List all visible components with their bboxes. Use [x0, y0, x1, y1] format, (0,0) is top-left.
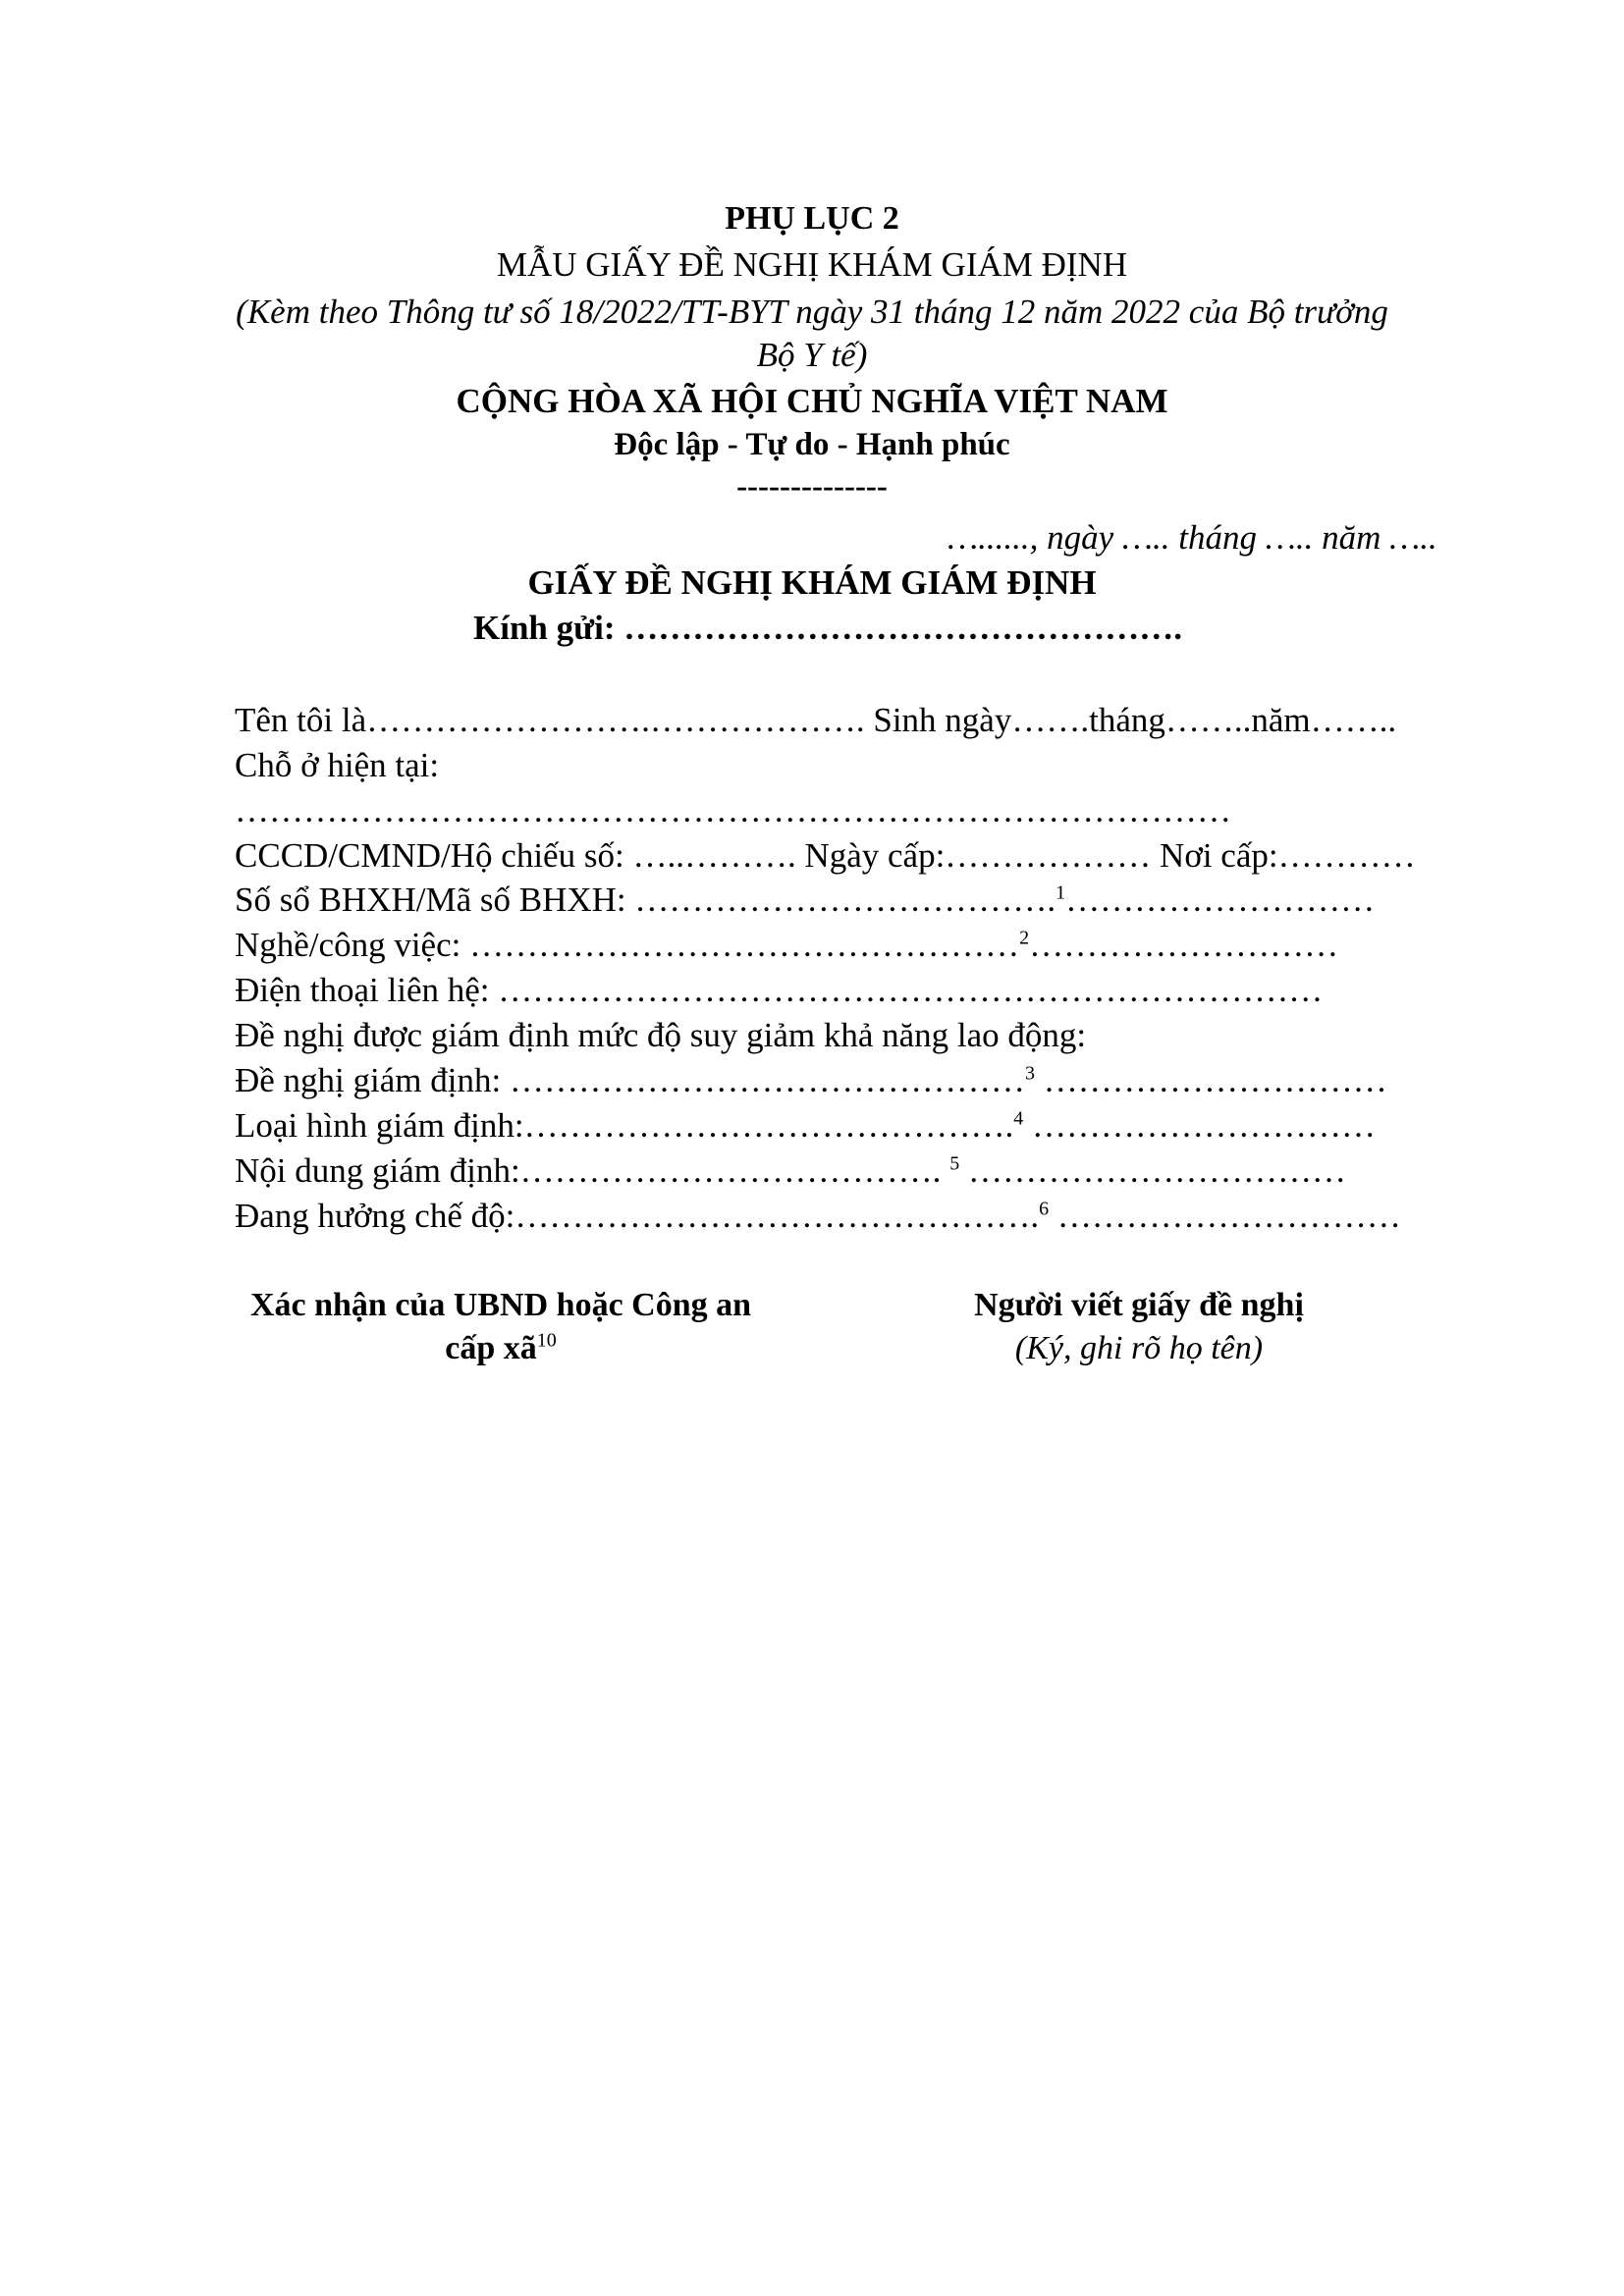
right-signature-title: Người viết giấy đề nghị [974, 1287, 1304, 1323]
field-tail: ………………………… [1049, 1197, 1401, 1235]
right-signature-block [864, 1287, 1414, 1367]
field-assessment-request [235, 1061, 1387, 1100]
field-text: Đang hưởng chế độ:………………………………………. [235, 1197, 1040, 1235]
field-text: Nghề/công việc: ………………………………………… [235, 926, 1020, 964]
field-text: Đề nghị giám định: ……………………………………… [235, 1061, 1025, 1099]
field-name-birthdate [235, 701, 1396, 740]
field-occupation [235, 926, 1338, 965]
field-phone [235, 971, 1323, 1010]
separator: -------------- [736, 469, 888, 505]
left-signature-line-1: Xác nhận của UBND hoặc Công an [249, 1287, 752, 1323]
field-text: Loại hình giám định:……………………………………. [235, 1106, 1014, 1145]
field-assessment-type [235, 1106, 1376, 1146]
left-signature-text: cấp xã [445, 1330, 537, 1366]
reference-line-1: (Kèm theo Thông tư số 18/2022/TT-BYT ngày 31 tháng 12 năm 2022 của Bộ trưởng [236, 293, 1388, 331]
footnote-marker: 5 [949, 1152, 960, 1175]
footnote-marker: 4 [1013, 1107, 1024, 1130]
field-text: Tên tôi là…………………….………………. Sinh ngày…….tháng……..năm…….. [235, 701, 1397, 739]
footnote-marker: 6 [1039, 1198, 1050, 1220]
field-tail: …………………………… [959, 1151, 1346, 1190]
footnote-marker: 2 [1019, 927, 1030, 949]
appendix-heading: PHỤ LỤC 2 [725, 200, 899, 237]
field-tail: ……………………… [1029, 926, 1339, 964]
left-signature-title [226, 1287, 776, 1367]
field-insurance-number [235, 881, 1375, 920]
field-residence-dots [235, 791, 1231, 830]
field-current-benefit [235, 1197, 1401, 1236]
field-tail: ………………………… [1023, 1106, 1377, 1145]
right-signature-instruction: (Ký, ghi rõ họ tên) [1014, 1330, 1264, 1366]
field-text: CCCD/CMND/Hộ chiếu số: …..………. Ngày cấp:……………… Nơi cấp:………… [235, 836, 1416, 875]
field-text: Chỗ ở hiện tại: [235, 746, 440, 784]
footnote-marker: 1 [1056, 881, 1066, 904]
document-title: GIẤY ĐỀ NGHỊ KHÁM GIÁM ĐỊNH [527, 563, 1097, 602]
recipient-line: Kính gửi: …………………………………………. [473, 609, 1183, 647]
form-name: MẪU GIẤY ĐỀ NGHỊ KHÁM GIÁM ĐỊNH [496, 245, 1128, 284]
country-name: CỘNG HÒA XÃ HỘI CHỦ NGHĨA VIỆT NAM [456, 382, 1168, 420]
footnote-marker: 10 [536, 1329, 557, 1352]
national-motto: Độc lập - Tự do - Hạnh phúc [614, 427, 1010, 462]
field-tail: ………………………… [1034, 1061, 1387, 1099]
field-text: Nội dung giám định:………………………………. [235, 1151, 950, 1190]
field-text: Số sổ BHXH/Mã số BHXH: ………………………………. [235, 881, 1056, 919]
field-tail: ……………………… [1065, 881, 1376, 919]
field-text: Đề nghị được giám định mức độ suy giảm khả năng lao động: [235, 1016, 1087, 1054]
field-request-statement [235, 1016, 1086, 1055]
field-id-number [235, 836, 1416, 876]
field-text: …………………………………………………………………………… [235, 791, 1231, 829]
left-signature-line-2 [226, 1330, 776, 1367]
date-line: …......, ngày ….. tháng ….. năm ….. [947, 518, 1437, 557]
field-text: Điện thoại liên hệ: ……………………………………………………………… [235, 971, 1324, 1009]
field-residence-label [235, 746, 439, 785]
footnote-marker: 3 [1024, 1062, 1035, 1085]
reference-line-2: Bộ Y tế) [756, 336, 868, 374]
field-assessment-content [235, 1151, 1346, 1191]
